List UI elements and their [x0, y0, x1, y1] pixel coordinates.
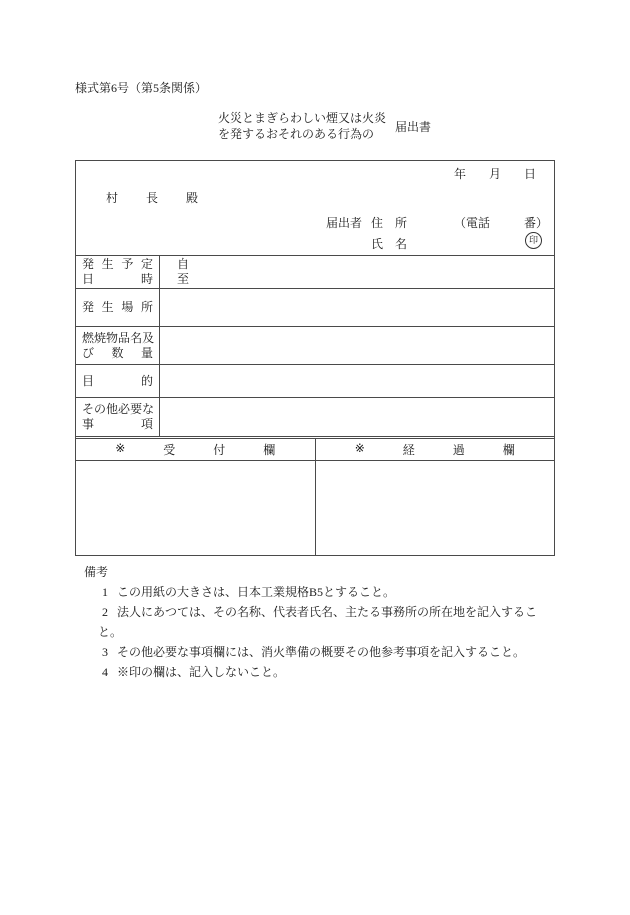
label-text: 発 生 場 所: [82, 300, 153, 314]
form-table: [75, 160, 560, 556]
remark-text: ※印の欄は、記入しないこと。: [117, 665, 286, 679]
seal-mark: [525, 232, 542, 249]
reception-column-header: [76, 439, 315, 460]
title-suffix: 届出書: [395, 119, 432, 134]
phone-label-close: 番）: [524, 216, 549, 230]
row-value-cell: [160, 327, 554, 364]
addressee: 村長殿: [106, 191, 227, 205]
remark-item: [84, 662, 570, 682]
row-value-cell: [160, 289, 554, 326]
row-other-matters: [76, 397, 554, 436]
remark-item: [84, 602, 570, 622]
seal-character: 印: [528, 235, 538, 245]
label-text: 目 的: [82, 373, 153, 388]
label-text: 燃 焼 物 品 名 及: [82, 330, 155, 345]
row-value-cell: [160, 256, 554, 288]
row-burned-items: [76, 326, 554, 364]
remark-item: [84, 582, 570, 602]
document-title: [218, 110, 431, 142]
phone-label-open: （電話: [454, 216, 491, 230]
date-line: 年月日: [454, 167, 560, 181]
value-to: 至: [177, 272, 190, 286]
remarks-heading: 備考: [84, 565, 109, 579]
row-label: [76, 327, 160, 364]
label-text: 事 項: [82, 417, 153, 431]
name-label: 氏 名: [371, 237, 408, 251]
reception-header-text: ※ 受 付 欄: [115, 441, 276, 457]
title-lines: [218, 110, 386, 142]
remark-item-continuation: [84, 622, 570, 642]
label-text: 発 生 予 定: [82, 257, 153, 271]
title-line1: 火災とまぎらわしい煙又は火炎: [218, 111, 387, 125]
office-use-header-row: [76, 439, 554, 461]
remark-text: この用紙の大きさは、日本工業規格B5とすること。: [117, 585, 396, 599]
value-from: 自: [177, 257, 190, 271]
row-label: [76, 256, 160, 288]
office-use-section: [76, 436, 554, 555]
title-line2: を発するおそれのある行為の: [218, 127, 375, 141]
row-label: [76, 398, 160, 436]
row-value-cell: [160, 365, 554, 397]
label-text: び 数 量: [82, 345, 153, 360]
remark-text: その他必要な事項欄には、消火準備の概要その他参考事項を記入すること。: [117, 645, 526, 659]
remark-text: と。: [98, 625, 123, 639]
row-label: [76, 289, 160, 326]
label-text: 日 時: [82, 272, 153, 286]
progress-cell: [315, 461, 555, 555]
label-text: そ の 他 必 要 な: [82, 402, 155, 416]
remark-number: 1: [102, 585, 108, 599]
form-number: 様式第6号（第5条関係）: [75, 81, 208, 95]
progress-header-text: ※ 経 過 欄: [354, 441, 515, 457]
reception-cell: [76, 461, 315, 555]
declarant-label: 届出者: [326, 216, 363, 230]
address-label: 住 所: [371, 216, 408, 230]
row-occurrence-place: [76, 288, 554, 326]
office-use-body-row: [76, 461, 554, 555]
remarks-section: [84, 562, 570, 682]
row-occurrence-datetime: [76, 255, 554, 288]
remark-number: 3: [102, 645, 108, 659]
row-purpose: [76, 364, 554, 397]
remark-text: 法人にあつては、その名称、代表者氏名、主たる事務所の所在地を記入するこ: [117, 605, 538, 619]
row-value-cell: [160, 398, 554, 436]
remark-number: 4: [102, 665, 108, 679]
form-header-cell: [76, 161, 560, 255]
remark-item: [84, 642, 570, 662]
row-label: [76, 365, 160, 397]
progress-column-header: [315, 439, 555, 460]
remark-number: 2: [102, 605, 108, 619]
